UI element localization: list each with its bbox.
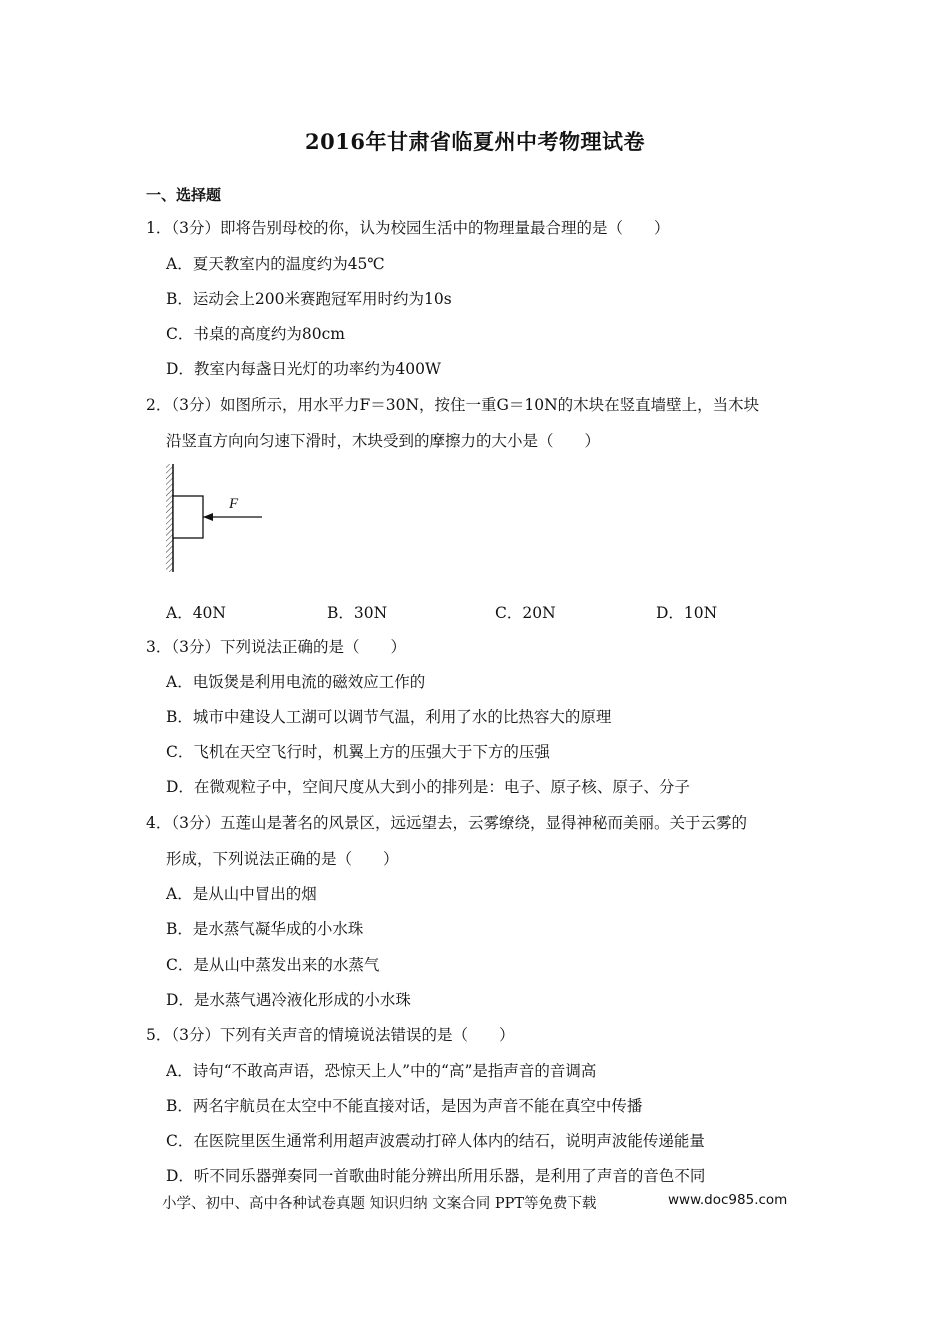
- footer-text: 小学、初中、高中各种试卷真题 知识归纳 文案合同 PPT等免费下载: [162, 1196, 597, 1212]
- question-5-option-a: A．诗句“不敢高声语，恐惊天上人”中的“高”是指声音的音调高: [166, 1062, 597, 1080]
- question-3-option-a: A．电饭煲是利用电流的磁效应工作的: [166, 673, 426, 691]
- footer: [162, 1192, 788, 1213]
- force-label: F: [229, 496, 239, 512]
- wooden-block: [173, 496, 203, 538]
- question-3-stem: 3．（3分）下列说法正确的是（ ）: [146, 638, 406, 656]
- question-1-option-b: B．运动会上200米赛跑冠军用时约为10s: [166, 290, 452, 308]
- question-4-stem-continued: 形成，下列说法正确的是（ ）: [166, 850, 399, 868]
- question-5-stem: 5．（3分）下列有关声音的情境说法错误的是（ ）: [146, 1026, 515, 1044]
- question-1-option-c: C．书桌的高度约为80cm: [166, 325, 345, 343]
- question-4-option-b: B．是水蒸气凝华成的小水珠: [166, 920, 364, 938]
- question-4-option-c: C．是从山中蒸发出来的水蒸气: [166, 956, 380, 974]
- question-5-option-b: B．两名宇航员在太空中不能直接对话，是因为声音不能在真空中传播: [166, 1097, 643, 1115]
- question-2-figure: [160, 462, 270, 578]
- question-4-stem: 4．（3分）五莲山是著名的风景区，远远望去，云雾缭绕，显得神秘而美丽。关于云雾的: [146, 814, 747, 832]
- question-2-option-c: C．20N: [495, 604, 556, 622]
- question-3-option-c: C．飞机在天空飞行时，机翼上方的压强大于下方的压强: [166, 743, 550, 761]
- wall-hatching: [166, 464, 173, 572]
- question-4-option-a: A．是从山中冒出的烟: [166, 885, 317, 903]
- question-3-option-d: D．在微观粒子中，空间尺度从大到小的排列是：电子、原子核、原子、分子: [166, 778, 690, 796]
- question-1-option-a: A．夏天教室内的温度约为45℃: [166, 255, 385, 273]
- question-2-stem: 2．（3分）如图所示，用水平力F＝30N，按住一重G＝10N的木块在竖直墙壁上，当木块: [146, 396, 760, 414]
- question-1-stem: 1．（3分）即将告别母校的你，认为校园生活中的物理量最合理的是（ ）: [146, 219, 670, 237]
- question-2-stem-continued: 沿竖直方向向匀速下滑时，木块受到的摩擦力的大小是（ ）: [166, 432, 601, 450]
- wall-block-force-diagram: [160, 462, 270, 574]
- page-title: 2016年甘肃省临夏州中考物理试卷: [305, 129, 645, 154]
- force-arrow-head: [203, 513, 213, 521]
- question-1-option-d: D．教室内每盏日光灯的功率约为400W: [166, 360, 441, 378]
- section-heading: 一、选择题: [146, 186, 222, 204]
- question-3-option-b: B．城市中建设人工湖可以调节气温，利用了水的比热容大的原理: [166, 708, 612, 726]
- question-5-option-c: C．在医院里医生通常利用超声波震动打碎人体内的结石，说明声波能传递能量: [166, 1132, 705, 1150]
- question-2-option-b: B．30N: [327, 604, 388, 622]
- question-4-option-d: D．是水蒸气遇冷液化形成的小水珠: [166, 991, 411, 1009]
- question-2-option-d: D．10N: [656, 604, 718, 622]
- question-5-option-d: D．听不同乐器弹奏同一首歌曲时能分辨出所用乐器，是利用了声音的音色不同: [166, 1167, 706, 1185]
- footer-url[interactable]: www.doc985.com: [668, 1192, 788, 1208]
- question-2-option-a: A．40N: [166, 604, 226, 622]
